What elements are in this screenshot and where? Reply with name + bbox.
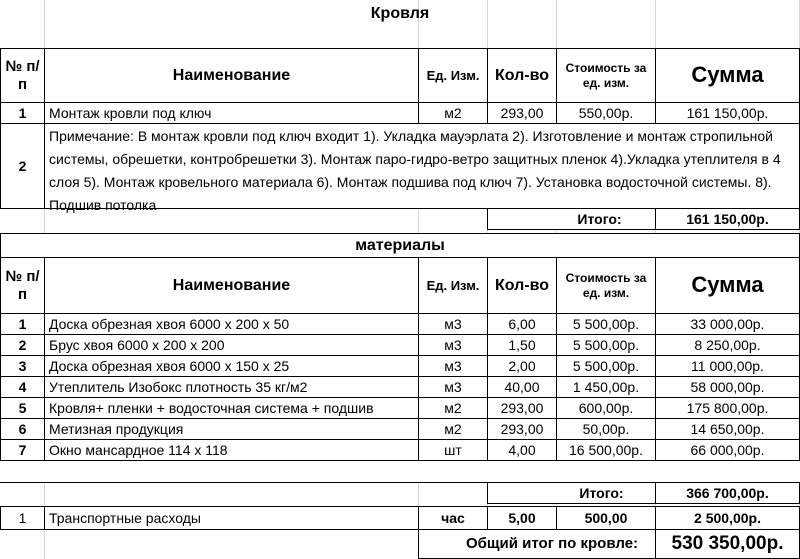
materials-row-sum: 11 000,00р. (655, 355, 800, 377)
materials-row-num: 5 (0, 397, 45, 419)
materials-header-cost: Стоимость за ед. изм. (556, 257, 656, 314)
materials-row-unit: м2 (418, 397, 488, 419)
materials-row-sum: 175 800,00р. (655, 397, 800, 419)
materials-row-qty: 40,00 (487, 376, 557, 398)
materials-row-name: Доска обрезная хвоя 6000 х 150 х 25 (44, 355, 419, 377)
roof-row-qty: 293,00 (487, 102, 557, 124)
roof-header-unit: Ед. Изм. (418, 48, 488, 103)
roof-row-name: Монтаж кровли под ключ (44, 102, 419, 124)
roof-row-price: 550,00р. (556, 102, 656, 124)
materials-header-name: Наименование (44, 257, 419, 314)
materials-row-unit: м3 (418, 355, 488, 377)
roof-total-value: 161 150,00р. (655, 208, 800, 230)
roof-note-num: 2 (0, 123, 45, 209)
transport-num: 1 (0, 506, 45, 530)
transport-unit: час (418, 506, 488, 530)
materials-row-sum: 33 000,00р. (655, 313, 800, 335)
grand-total-label: Общий итог по кровле: (418, 529, 656, 559)
materials-row-sum: 8 250,00р. (655, 334, 800, 356)
materials-row-sum: 66 000,00р. (655, 439, 800, 461)
materials-row-qty: 293,00 (487, 397, 557, 419)
materials-total-value: 366 700,00р. (655, 482, 800, 504)
materials-row-qty: 4,00 (487, 439, 557, 461)
materials-row-num: 2 (0, 334, 45, 356)
materials-row-price: 600,00р. (556, 397, 656, 419)
materials-row-price: 5 500,00р. (556, 334, 656, 356)
materials-header-qty: Кол-во (487, 257, 557, 314)
materials-row-unit: м3 (418, 313, 488, 335)
materials-row-num: 4 (0, 376, 45, 398)
materials-row-name: Окно мансардное 114 х 118 (44, 439, 419, 461)
materials-row-price: 5 500,00р. (556, 313, 656, 335)
materials-row-price: 50,00р. (556, 418, 656, 440)
roof-header-qty: Кол-во (487, 48, 557, 103)
transport-qty: 5,00 (487, 506, 557, 530)
materials-row-qty: 2,00 (487, 355, 557, 377)
transport-name: Транспортные расходы (44, 506, 419, 530)
materials-row-num: 3 (0, 355, 45, 377)
empty-row (0, 461, 800, 483)
materials-header-sum: Сумма (655, 257, 800, 314)
materials-row-qty: 293,00 (487, 418, 557, 440)
materials-row-qty: 1,50 (487, 334, 557, 356)
roof-note-text: Примечание: В монтаж кровли под ключ входит 1). Укладка мауэрлата 2). Изготовление и монтаж стропильной системы, обрешетки, контробрешетки 3). Монтаж паро-гидро-ветро защитных пленок 4).Укладка утеплителя в 4 слоя 5). Монтаж кровельного материала 6). Монтаж подшива под ключ 7). Установка водосточной системы. 8). Подшив потолка (44, 123, 800, 209)
materials-total-label: Итого: (487, 482, 656, 504)
materials-row-price: 5 500,00р. (556, 355, 656, 377)
materials-row-unit: шт (418, 439, 488, 461)
transport-price: 500,00 (556, 506, 656, 530)
roof-header-name: Наименование (44, 48, 419, 103)
materials-row-unit: м2 (418, 418, 488, 440)
grand-total-value: 530 350,00р. (655, 529, 800, 559)
roof-total-label: Итого: (487, 208, 656, 230)
materials-header-unit: Ед. Изм. (418, 257, 488, 314)
roof-section-title: Кровля (370, 5, 430, 23)
materials-row-name: Брус хвоя 6000 х 200 х 200 (44, 334, 419, 356)
materials-row-name: Утеплитель Изобокс плотность 35 кг/м2 (44, 376, 419, 398)
roof-row-num: 1 (0, 102, 45, 124)
materials-row-price: 1 450,00р. (556, 376, 656, 398)
materials-row-num: 6 (0, 418, 45, 440)
roof-header-num: № п/п (0, 48, 45, 103)
materials-row-name: Метизная продукция (44, 418, 419, 440)
materials-row-name: Кровля+ пленки + водосточная система + подшив (44, 397, 419, 419)
roof-header-sum: Сумма (655, 48, 800, 103)
materials-section-title: материалы (0, 233, 800, 258)
materials-row-num: 1 (0, 313, 45, 335)
materials-row-unit: м3 (418, 376, 488, 398)
transport-sum: 2 500,00р. (655, 506, 800, 530)
materials-row-qty: 6,00 (487, 313, 557, 335)
materials-row-sum: 58 000,00р. (655, 376, 800, 398)
materials-row-num: 7 (0, 439, 45, 461)
roof-row-sum: 161 150,00р. (655, 102, 800, 124)
materials-row-name: Доска обрезная хвоя 6000 х 200 х 50 (44, 313, 419, 335)
materials-row-sum: 14 650,00р. (655, 418, 800, 440)
roof-header-cost: Стоимость за ед. изм. (556, 48, 656, 103)
roof-row-unit: м2 (418, 102, 488, 124)
materials-header-num: № п/п (0, 257, 45, 314)
materials-row-price: 16 500,00р. (556, 439, 656, 461)
materials-row-unit: м3 (418, 334, 488, 356)
